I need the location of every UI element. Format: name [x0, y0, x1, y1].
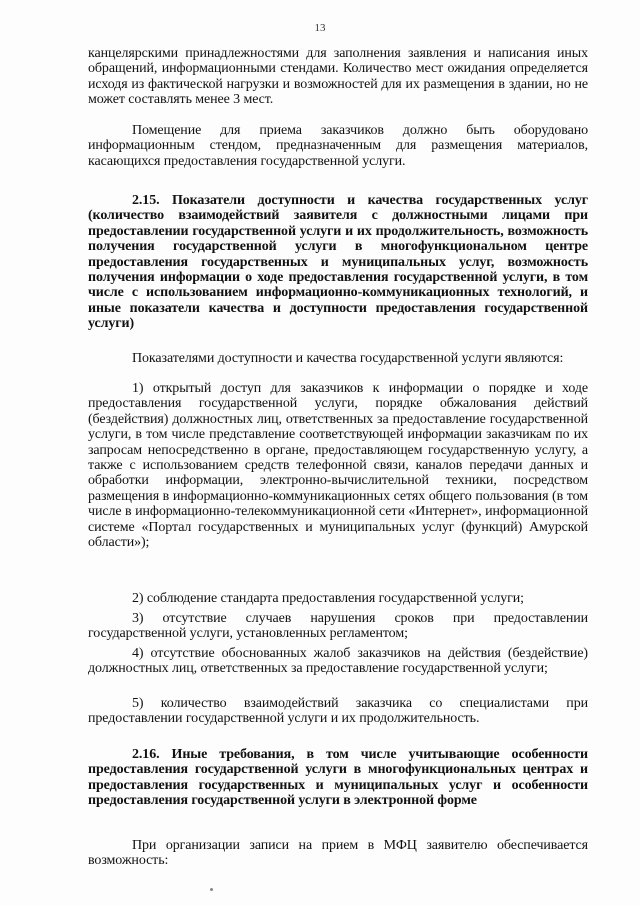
list-item-4: 4) отсутствие обоснованных жалоб заказчиков на действия (бездействие) должностных лиц, ответственных за предоставление государственной услуги;: [88, 646, 588, 677]
scan-dot: [210, 888, 213, 891]
list-item-1: 1) открытый доступ для заказчиков к информации о порядке и ходе предоставления государственной услуги, порядке обжалования действий (бездействия) должностных лиц, ответственных за предоставление государственной услуги, в том числе представление соответствующей информации заказчикам по их запросам непосредственно в органе, предоставляющем государственную услугу, а также с использованием средств телефонной связи, каналов передачи данных и обработки информации, электронно-вычислительной техники, посредством размещения в информационно-коммуникационных сетях общего пользования (в том числе в информационно-телекоммуникационной сети «Интернет», информационной системе «Портал государственных и муниципальных услуг (функций) Амурской области»);: [88, 381, 588, 551]
section-2-15-heading: 2.15. Показатели доступности и качества государственных услуг (количество взаимодействий заявителя с должностными лицами при предоставлении государственной услуги и их продолжительность, возможность получения государственной услуги в многофункциональном центре предоставления государственных и муниципальных услуг, возможность получения информации о ходе предоставления государственной услуги, в том числе с использованием информационно-коммуникационных технологий, и иные показатели качества и доступности предоставления государственной услуги): [88, 193, 588, 332]
section-2-16-heading: 2.16. Иные требования, в том числе учитывающие особенности предоставления государственной услуги в многофункциональных центрах и предоставления государственных и муниципальных услуг и особенности предоставления государственной услуги в электронной форме: [88, 747, 588, 809]
list-item-3: 3) отсутствие случаев нарушения сроков при предоставлении государственной услуги, установленных регламентом;: [88, 611, 588, 642]
list-item-2: 2) соблюдение стандарта предоставления государственной услуги;: [132, 591, 524, 606]
list-item-5: 5) количество взаимодействий заказчика со специалистами при предоставлении государственной услуги и их продолжительность.: [88, 696, 588, 727]
page-number: 13: [314, 22, 326, 34]
continuation-paragraph: канцелярскими принадлежностями для заполнения заявления и написания иных обращений, информационными стендами. Количество мест ожидания определяется исходя из фактической нагрузки и возможностей для их размещения в здании, но не может составлять менее 3 мест.: [88, 46, 588, 108]
section-2-15-intro: Показателями доступности и качества государственной услуги являются:: [132, 351, 564, 366]
stand-paragraph: Помещение для приема заказчиков должно быть оборудовано информационным стендом, предназначенным для размещения материалов, касающихся предоставления государственной услуги.: [88, 123, 588, 169]
section-2-16-intro: При организации записи на прием в МФЦ заявителю обеспечивается возможность:: [88, 838, 588, 869]
